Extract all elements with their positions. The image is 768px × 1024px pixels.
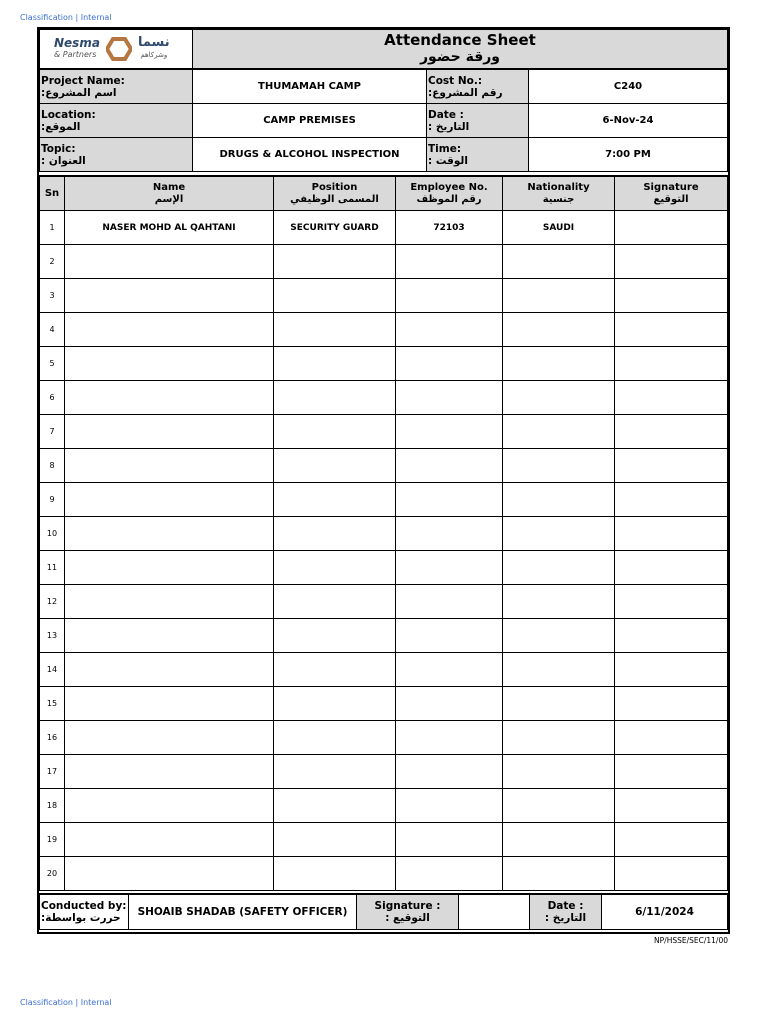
cell-signature[interactable] (615, 857, 728, 891)
cell-sn: 6 (40, 381, 65, 415)
cell-position (274, 585, 396, 619)
info-table (39, 69, 728, 172)
cell-signature[interactable] (615, 619, 728, 653)
table-row (40, 415, 728, 449)
table-row (40, 449, 728, 483)
classification-bottom: Classification | Internal (20, 998, 112, 1007)
cell-name (65, 517, 274, 551)
logo-en-sub: & Partners (54, 50, 97, 59)
cost-label: Cost No.: رقم المشروع: (427, 70, 529, 104)
cell-position (274, 857, 396, 891)
cell-emp-no (396, 823, 503, 857)
column-header (274, 177, 396, 211)
topic-label: Topic: العنوان : (40, 138, 193, 172)
cell-signature[interactable] (615, 789, 728, 823)
cell-name (65, 483, 274, 517)
column-header (396, 177, 503, 211)
topic-value: DRUGS & ALCOHOL INSPECTION (193, 138, 427, 172)
table-row (40, 789, 728, 823)
cell-signature[interactable] (615, 279, 728, 313)
table-row (40, 857, 728, 891)
cell-emp-no (396, 721, 503, 755)
cell-sn: 17 (40, 755, 65, 789)
cell-signature[interactable] (615, 381, 728, 415)
cell-name (65, 687, 274, 721)
column-header-ar: المسمى الوظيفي (290, 193, 379, 205)
cell-emp-no (396, 755, 503, 789)
cell-signature[interactable] (615, 517, 728, 551)
title-en: Attendance Sheet (384, 31, 536, 49)
table-row (40, 211, 728, 245)
cell-nationality (503, 653, 615, 687)
column-header-ar: رقم الموظف (416, 193, 482, 205)
cell-nationality (503, 755, 615, 789)
table-row (40, 381, 728, 415)
cell-emp-no (396, 551, 503, 585)
table-row (40, 687, 728, 721)
cell-position (274, 823, 396, 857)
cell-emp-no (396, 857, 503, 891)
cell-nationality (503, 449, 615, 483)
document-reference: NP/HSSE/SEC/11/00 (654, 936, 728, 945)
logo-en: Nesma (54, 36, 100, 50)
table-row (40, 823, 728, 857)
footer-date-value: 6/11/2024 (602, 895, 728, 930)
classification-top: Classification | Internal (20, 13, 112, 22)
cell-signature[interactable] (615, 313, 728, 347)
cell-sn: 1 (40, 211, 65, 245)
cell-name (65, 245, 274, 279)
cell-nationality (503, 687, 615, 721)
project-value: THUMAMAH CAMP (193, 70, 427, 104)
cell-signature[interactable] (615, 585, 728, 619)
cell-emp-no: 72103 (396, 211, 503, 245)
logo-ar-sub: وشركاهم (140, 51, 168, 59)
cell-position (274, 653, 396, 687)
column-header (65, 177, 274, 211)
table-row (40, 721, 728, 755)
cell-position (274, 789, 396, 823)
cell-signature[interactable] (615, 551, 728, 585)
cell-name (65, 279, 274, 313)
cell-nationality (503, 483, 615, 517)
cell-sn: 10 (40, 517, 65, 551)
cell-emp-no (396, 483, 503, 517)
cell-name (65, 551, 274, 585)
location-label: Location: الموقع: (40, 104, 193, 138)
hexagon-logo-icon (106, 37, 132, 61)
cell-nationality (503, 245, 615, 279)
cell-emp-no (396, 653, 503, 687)
cell-signature[interactable] (615, 653, 728, 687)
cell-name (65, 313, 274, 347)
cell-position (274, 449, 396, 483)
cell-position (274, 619, 396, 653)
logo (40, 30, 193, 69)
column-header (40, 177, 65, 211)
cell-position (274, 517, 396, 551)
cell-position: SECURITY GUARD (274, 211, 396, 245)
cell-name (65, 415, 274, 449)
cell-sn: 11 (40, 551, 65, 585)
cell-signature[interactable] (615, 211, 728, 245)
cell-nationality (503, 415, 615, 449)
cell-emp-no (396, 415, 503, 449)
footer-date-label: Date : التاريخ : (530, 895, 602, 930)
cell-emp-no (396, 381, 503, 415)
cell-nationality (503, 721, 615, 755)
cell-sn: 3 (40, 279, 65, 313)
time-value: 7:00 PM (529, 138, 728, 172)
title-ar: ورقة حضور (419, 49, 500, 65)
cell-position (274, 483, 396, 517)
cell-signature[interactable] (615, 245, 728, 279)
logo-ar: نسما (137, 35, 170, 50)
cell-sn: 2 (40, 245, 65, 279)
cell-sn: 4 (40, 313, 65, 347)
cell-signature[interactable] (615, 755, 728, 789)
cell-signature[interactable] (615, 687, 728, 721)
cell-nationality: SAUDI (503, 211, 615, 245)
cell-emp-no (396, 517, 503, 551)
cell-sn: 9 (40, 483, 65, 517)
signature-label: Signature : التوقيع : (357, 895, 459, 930)
cell-nationality (503, 279, 615, 313)
cell-nationality (503, 313, 615, 347)
cell-nationality (503, 517, 615, 551)
cell-position (274, 687, 396, 721)
cell-sn: 14 (40, 653, 65, 687)
cell-sn: 12 (40, 585, 65, 619)
table-row (40, 245, 728, 279)
table-row (40, 483, 728, 517)
location-value: CAMP PREMISES (193, 104, 427, 138)
column-header (615, 177, 728, 211)
cell-sn: 20 (40, 857, 65, 891)
date-label: Date : التاريخ : (427, 104, 529, 138)
cell-nationality (503, 789, 615, 823)
cell-position (274, 313, 396, 347)
cell-signature[interactable] (615, 823, 728, 857)
cell-signature[interactable] (615, 347, 728, 381)
cell-name (65, 449, 274, 483)
cell-emp-no (396, 347, 503, 381)
column-header-en: Signature (643, 181, 699, 193)
column-header-en: Position (311, 181, 358, 193)
header-table (39, 29, 728, 69)
conducted-label: Conducted by: حررت بواسطة: (40, 895, 129, 930)
cell-nationality (503, 381, 615, 415)
cell-emp-no (396, 279, 503, 313)
cell-sn: 13 (40, 619, 65, 653)
table-row (40, 585, 728, 619)
cell-position (274, 347, 396, 381)
column-header-ar: التوقيع (653, 193, 689, 205)
table-row (40, 619, 728, 653)
cell-name (65, 857, 274, 891)
table-row (40, 653, 728, 687)
time-label: Time: الوقت : (427, 138, 529, 172)
cell-name (65, 789, 274, 823)
column-header-ar: الإسم (154, 193, 184, 205)
cell-name (65, 585, 274, 619)
cell-name (65, 381, 274, 415)
table-row (40, 347, 728, 381)
cell-name: NASER MOHD AL QAHTANI (65, 211, 274, 245)
cell-nationality (503, 585, 615, 619)
cell-position (274, 551, 396, 585)
project-label: Project Name: اسم المشروع: (40, 70, 193, 104)
cell-name (65, 755, 274, 789)
cell-emp-no (396, 789, 503, 823)
cell-position (274, 755, 396, 789)
attendance-sheet (37, 27, 730, 934)
footer-table (39, 894, 728, 930)
cost-value: C240 (529, 70, 728, 104)
cell-nationality (503, 551, 615, 585)
attendance-table (39, 176, 728, 891)
cell-signature[interactable] (615, 721, 728, 755)
cell-name (65, 619, 274, 653)
cell-signature[interactable] (615, 449, 728, 483)
cell-signature[interactable] (615, 415, 728, 449)
cell-emp-no (396, 313, 503, 347)
cell-position (274, 279, 396, 313)
column-header-en: Nationality (527, 181, 590, 193)
column-header-en: Sn (44, 187, 60, 199)
column-header-en: Name (152, 181, 186, 193)
cell-nationality (503, 823, 615, 857)
cell-nationality (503, 857, 615, 891)
date-value: 6-Nov-24 (529, 104, 728, 138)
cell-sn: 8 (40, 449, 65, 483)
column-header-ar: جنسية (542, 193, 575, 205)
table-row (40, 279, 728, 313)
cell-emp-no (396, 585, 503, 619)
cell-sn: 5 (40, 347, 65, 381)
column-header (503, 177, 615, 211)
cell-signature[interactable] (615, 483, 728, 517)
cell-position (274, 721, 396, 755)
signature-field[interactable] (459, 895, 530, 930)
cell-emp-no (396, 687, 503, 721)
cell-emp-no (396, 619, 503, 653)
attendance-header-row (40, 177, 728, 211)
cell-name (65, 721, 274, 755)
cell-position (274, 415, 396, 449)
sheet-title (193, 30, 728, 69)
cell-sn: 15 (40, 687, 65, 721)
cell-emp-no (396, 449, 503, 483)
table-row (40, 755, 728, 789)
table-row (40, 551, 728, 585)
conducted-value: SHOAIB SHADAB (SAFETY OFFICER) (129, 895, 357, 930)
cell-sn: 19 (40, 823, 65, 857)
cell-sn: 7 (40, 415, 65, 449)
cell-sn: 18 (40, 789, 65, 823)
cell-nationality (503, 347, 615, 381)
cell-emp-no (396, 245, 503, 279)
cell-position (274, 381, 396, 415)
column-header-en: Employee No. (410, 181, 488, 193)
cell-position (274, 245, 396, 279)
cell-nationality (503, 619, 615, 653)
cell-name (65, 653, 274, 687)
table-row (40, 313, 728, 347)
cell-name (65, 823, 274, 857)
table-row (40, 517, 728, 551)
cell-name (65, 347, 274, 381)
cell-sn: 16 (40, 721, 65, 755)
attendance-body (40, 211, 728, 891)
